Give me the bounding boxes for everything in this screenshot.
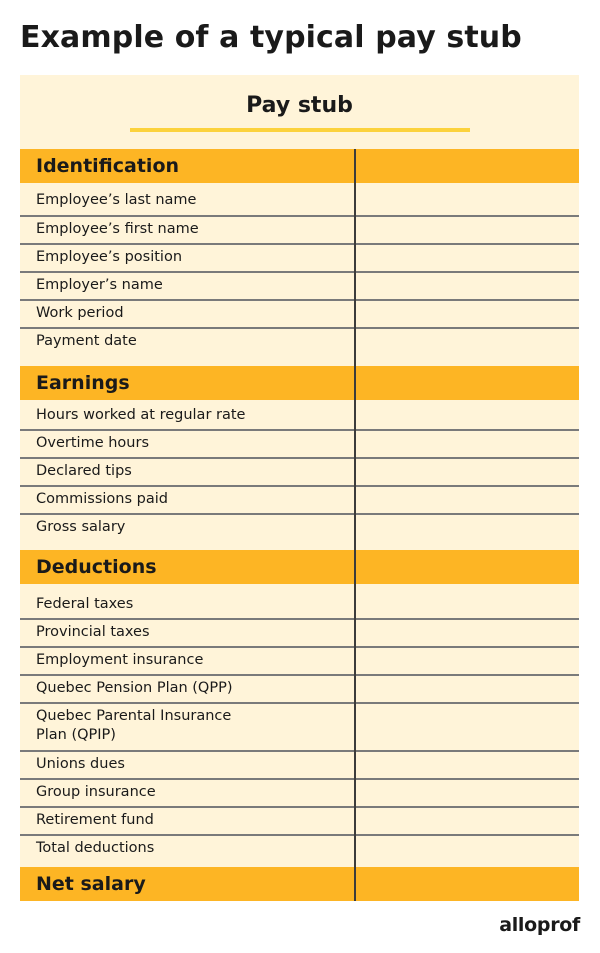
- section-header-deductions: [20, 550, 579, 584]
- row-rule: [20, 243, 579, 245]
- table-row: [20, 485, 579, 513]
- title-underline: [130, 128, 470, 132]
- row-rule: [20, 750, 579, 752]
- row-label-commissions-paid: Commissions paid: [36, 490, 168, 507]
- row-rule: [20, 327, 579, 329]
- table-row: [20, 806, 579, 834]
- table-row: [20, 618, 579, 646]
- row-rule: [20, 778, 579, 780]
- table-row: [20, 402, 579, 429]
- table-row: [20, 243, 579, 271]
- row-rule: [20, 429, 579, 431]
- row-rule: [20, 834, 579, 836]
- section-title-earnings: Earnings: [36, 372, 130, 394]
- row-label-employee-position: Employee’s position: [36, 248, 183, 265]
- table-row: [20, 778, 579, 806]
- row-label-group-insurance: Group insurance: [36, 783, 156, 800]
- page-title: Example of a typical pay stub: [20, 20, 522, 55]
- value-cell-provincial-taxes: [356, 618, 579, 646]
- table-row: [20, 646, 579, 674]
- row-label-qpip: Quebec Parental Insurance Plan (QPIP): [36, 708, 232, 743]
- value-cell-hours-regular-rate: [356, 402, 579, 429]
- value-cell-federal-taxes: [356, 590, 579, 618]
- value-cell-declared-tips: [356, 457, 579, 485]
- table-row: [20, 187, 579, 214]
- row-rule: [20, 485, 579, 487]
- row-label-federal-taxes: Federal taxes: [36, 595, 134, 612]
- row-rule: [20, 674, 579, 676]
- value-cell-employee-last-name: [356, 187, 579, 214]
- column-divider: [354, 149, 356, 901]
- pay-stub-title: Pay stub: [246, 93, 353, 118]
- row-rule: [20, 215, 579, 217]
- row-rule: [20, 299, 579, 301]
- pay-stub-card: [20, 75, 579, 901]
- value-cell-employment-insurance: [356, 646, 579, 674]
- table-row: [20, 590, 579, 618]
- row-label-payment-date: Payment date: [36, 332, 137, 349]
- section-header-earnings: [20, 366, 579, 400]
- row-label-employment-insurance: Employment insurance: [36, 651, 204, 668]
- row-label-total-deductions: Total deductions: [36, 839, 155, 856]
- row-label-gross-salary: Gross salary: [36, 518, 126, 535]
- row-label-provincial-taxes: Provincial taxes: [36, 623, 150, 640]
- value-cell-employee-first-name: [356, 215, 579, 243]
- value-cell-qpp: [356, 674, 579, 702]
- row-rule: [20, 457, 579, 459]
- table-row: [20, 702, 579, 750]
- row-label-declared-tips: Declared tips: [36, 462, 132, 479]
- value-cell-commissions-paid: [356, 485, 579, 513]
- value-cell-employer-name: [356, 271, 579, 299]
- table-row: [20, 327, 579, 355]
- section-title-deductions: Deductions: [36, 556, 157, 578]
- table-row: [20, 513, 579, 541]
- table-row: [20, 674, 579, 702]
- value-cell-employee-position: [356, 243, 579, 271]
- table-row: [20, 299, 579, 327]
- table-row: [20, 750, 579, 778]
- row-label-employee-last-name: Employee’s last name: [36, 192, 197, 208]
- table-row: [20, 457, 579, 485]
- value-cell-qpip: [356, 702, 579, 750]
- value-cell-overtime-hours: [356, 429, 579, 457]
- value-cell-gross-salary: [356, 513, 579, 541]
- value-cell-net-salary: [356, 867, 579, 901]
- row-label-retirement-fund: Retirement fund: [36, 811, 154, 828]
- section-header-identification: [20, 149, 579, 183]
- value-cell-union-dues: [356, 750, 579, 778]
- row-label-union-dues: Unions dues: [36, 755, 125, 772]
- row-rule: [20, 513, 579, 515]
- row-rule: [20, 646, 579, 648]
- row-label-work-period: Work period: [36, 304, 124, 321]
- value-cell-group-insurance: [356, 778, 579, 806]
- section-title-identification: Identification: [36, 155, 180, 177]
- section-header-net-salary: [20, 867, 579, 901]
- value-cell-retirement-fund: [356, 806, 579, 834]
- row-label-qpp: Quebec Pension Plan (QPP): [36, 679, 233, 696]
- row-label-overtime-hours: Overtime hours: [36, 434, 150, 451]
- row-rule: [20, 806, 579, 808]
- table-row: [20, 834, 579, 862]
- row-rule: [20, 702, 579, 704]
- row-label-hours-regular-rate: Hours worked at regular rate: [36, 407, 246, 423]
- section-title-net-salary: Net salary: [36, 873, 146, 895]
- alloprof-logo: alloprof: [499, 914, 580, 936]
- value-cell-total-deductions: [356, 834, 579, 862]
- value-cell-work-period: [356, 299, 579, 327]
- row-label-employee-first-name: Employee’s first name: [36, 220, 199, 237]
- value-cell-payment-date: [356, 327, 579, 355]
- table-row: [20, 429, 579, 457]
- table-row: [20, 215, 579, 243]
- table-row: [20, 271, 579, 299]
- row-rule: [20, 618, 579, 620]
- row-label-employer-name: Employer’s name: [36, 276, 163, 293]
- row-rule: [20, 271, 579, 273]
